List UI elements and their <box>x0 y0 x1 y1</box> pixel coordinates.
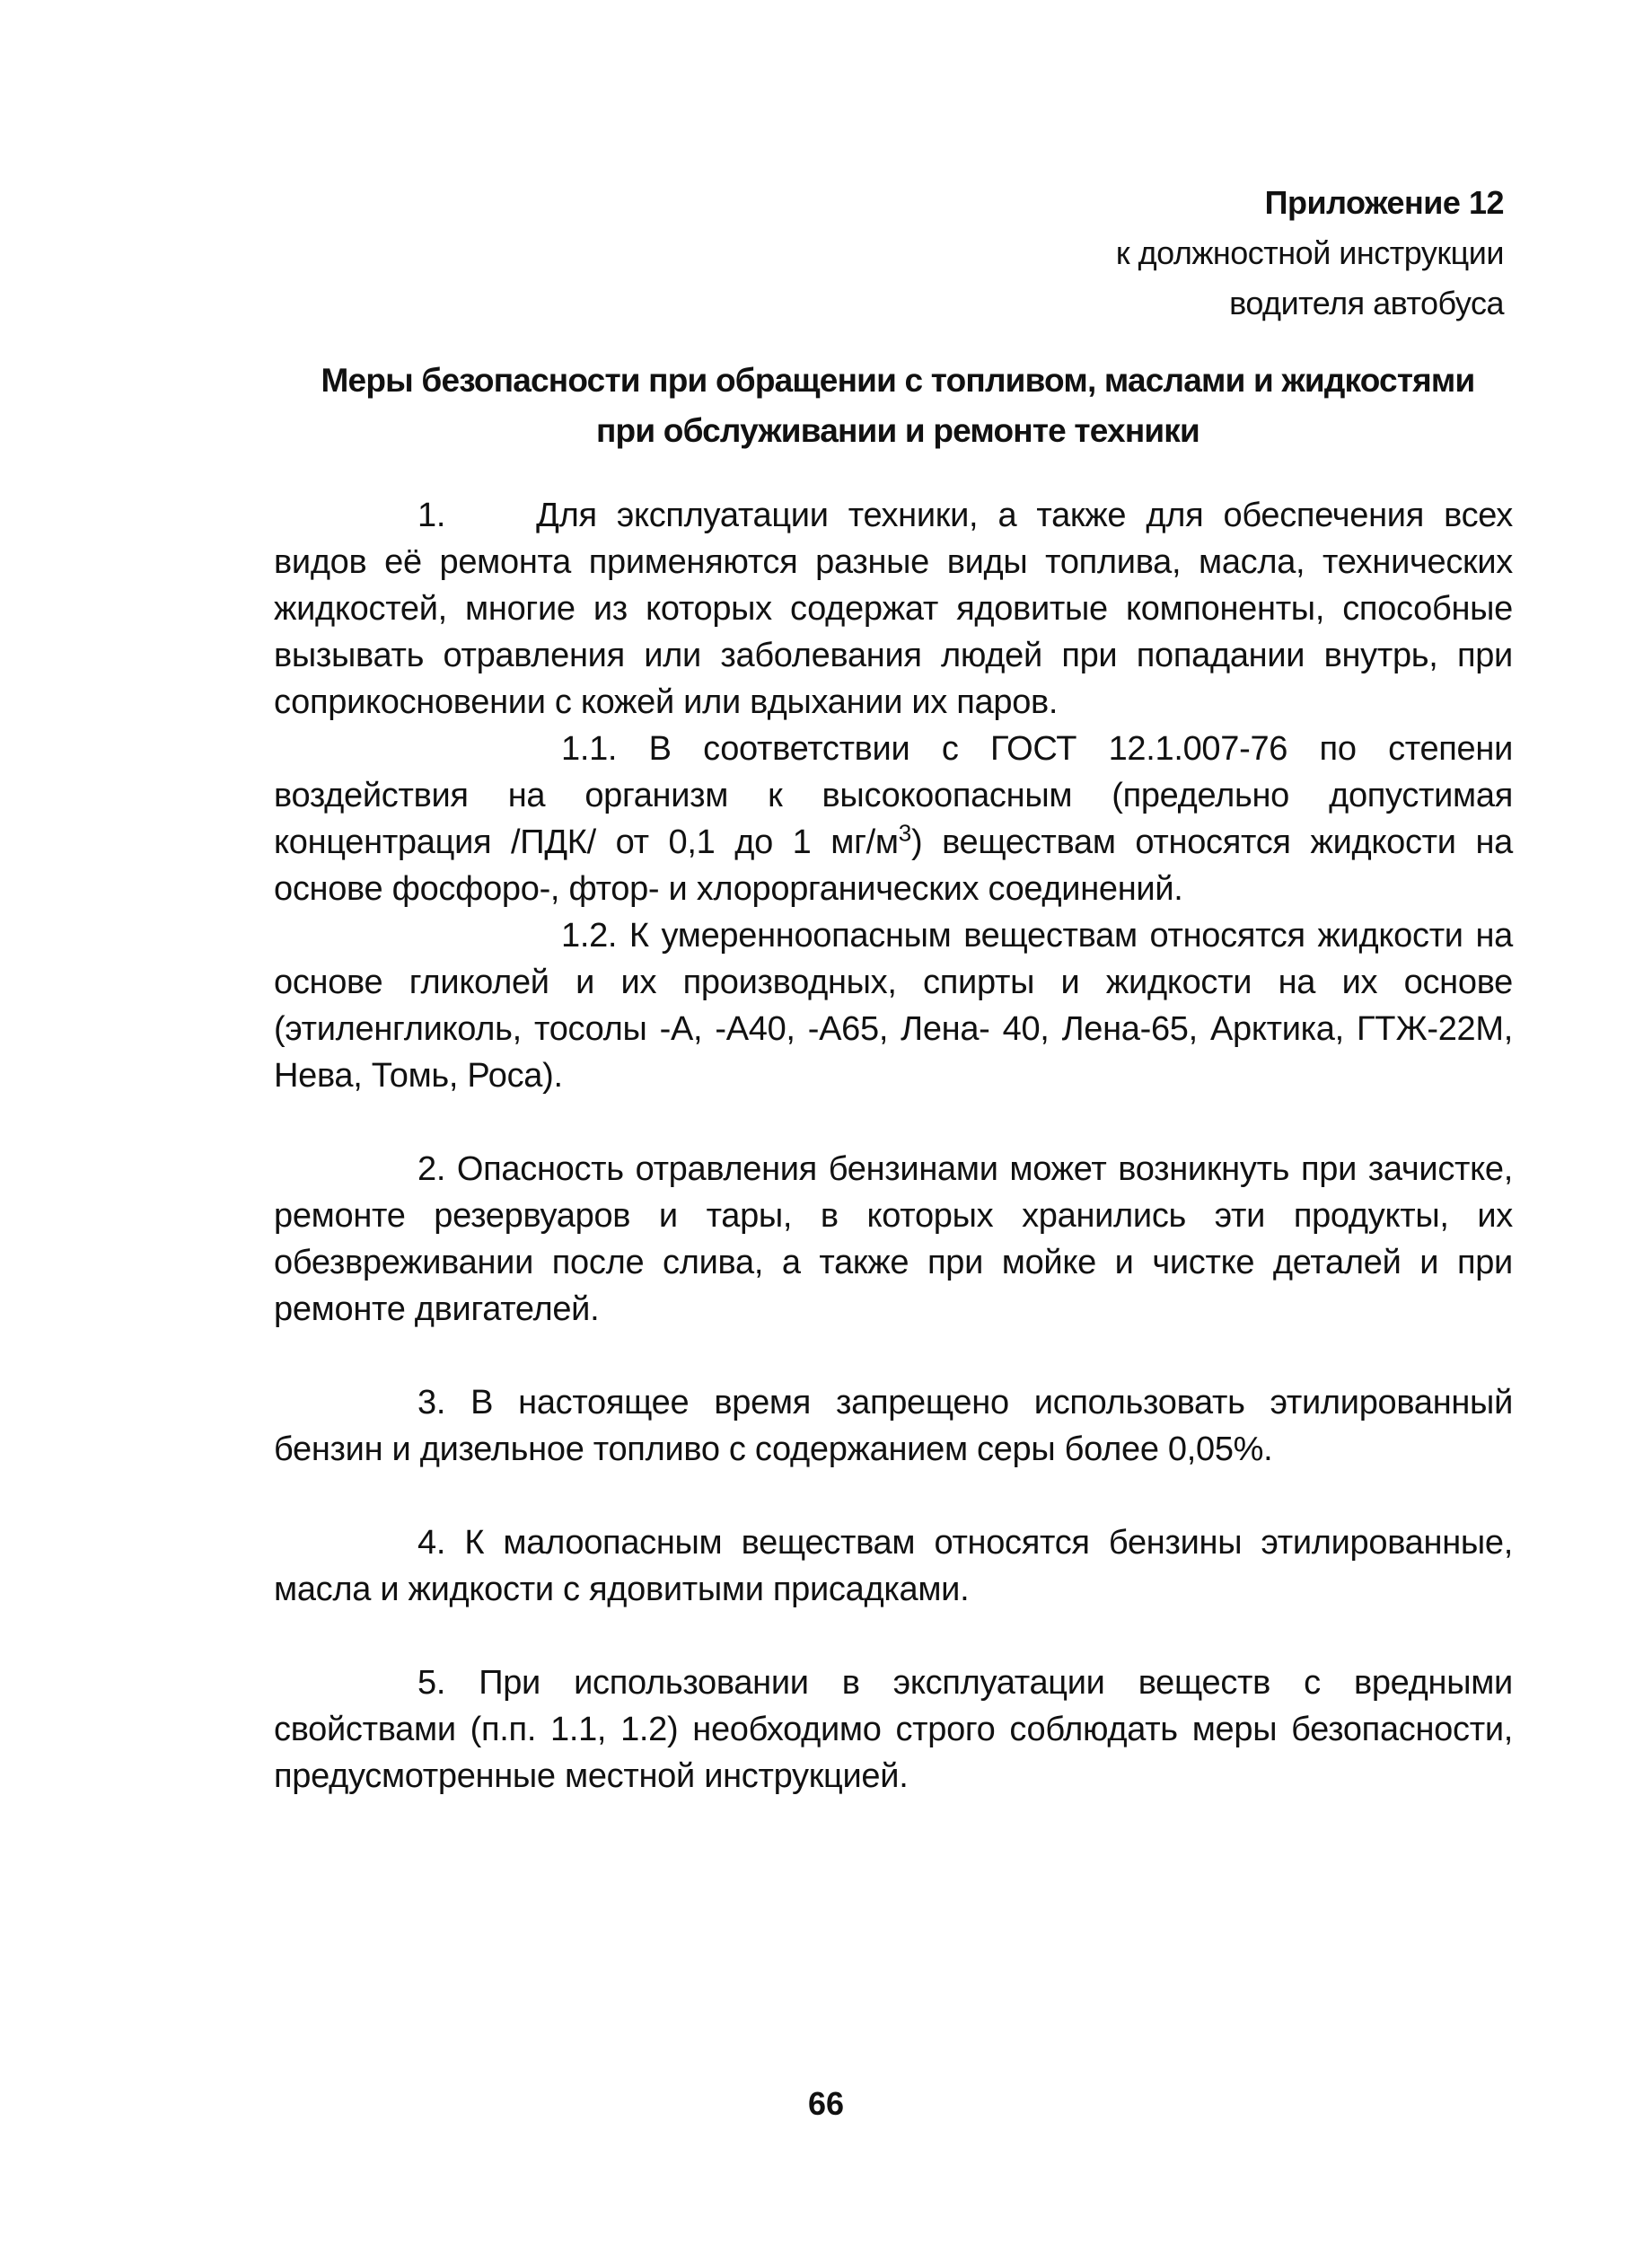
paragraph-4-number: 4. <box>417 1524 446 1562</box>
paragraph-5 <box>274 1659 1513 1800</box>
paragraph-1-number: 1. <box>417 497 446 534</box>
appendix-header <box>1116 178 1504 329</box>
appendix-line-2: к должностной инструкции <box>1115 234 1504 271</box>
paragraph-1-1-text-a: В соответствии с ГОСТ 12.1.007-76 по степени воздействия на организм к высокоопасным (предельно допустимая концентрация /ПДК/ от 0,1 до 1 мг/м <box>274 730 1514 861</box>
paragraph-1-2-text: К умеренноопасным веществам относятся жидкости на основе гликолей и их производных, спирты и жидкости на их основе (этиленгликоль, тосолы -А, -А40, -А65, Лена- 40, Лена-65, Арктика, ГТЖ-22М, Нева, Томь, Роса). <box>274 917 1513 1095</box>
title-line-2: при обслуживании и ремонте техники <box>596 412 1199 449</box>
paragraph-5-number: 5. <box>417 1664 446 1702</box>
paragraph-2-text: Опасность отравления бензинами может возникнуть при зачистке, ремонте резервуаров и тары, в которых хранились эти продукты, их обезвреживании после слива, а также при мойке и чистке деталей и при ремонте двигателей. <box>274 1150 1513 1328</box>
paragraph-3-number: 3. <box>417 1384 446 1421</box>
spacer <box>274 1099 1513 1146</box>
paragraph-1-1 <box>274 726 1513 912</box>
document-title <box>269 356 1526 456</box>
paragraph-1-2 <box>274 912 1513 1099</box>
paragraph-3-text: В настоящее время запрещено использовать этилированный бензин и дизельное топливо с содержанием серы более 0,05%. <box>274 1384 1513 1468</box>
paragraph-2 <box>274 1146 1513 1333</box>
spacer <box>274 1333 1513 1379</box>
appendix-line-3: водителя автобуса <box>1229 285 1504 321</box>
paragraph-1-text: Для эксплуатации техники, а также для обеспечения всех видов её ремонта применяются разные виды топлива, масла, технических жидкостей, многие из которых содержат ядовитые компоненты, способные вызывать отравления или заболевания людей при попадании внутрь, при соприкосновении с кожей или вдыхании их паров. <box>274 497 1513 721</box>
paragraph-2-number: 2. <box>417 1150 446 1188</box>
spacer <box>274 1613 1513 1659</box>
paragraph-4 <box>274 1519 1513 1613</box>
paragraph-3 <box>274 1379 1513 1473</box>
page-number: 66 <box>807 2085 845 2122</box>
appendix-number: Приложение 12 <box>1264 184 1504 221</box>
paragraph-1-1-number: 1.1. <box>561 730 618 768</box>
document-body <box>274 492 1513 1800</box>
paragraph-4-text: К малоопасным веществам относятся бензины этилированные, масла и жидкости с ядовитыми присадками. <box>274 1524 1513 1608</box>
paragraph-5-text: При использовании в эксплуатации веществ с вредными свойствами (п.п. 1.1, 1.2) необходимо строго соблюдать меры безопасности, предусмотренные местной инструкцией. <box>274 1664 1513 1795</box>
title-line-1: Меры безопасности при обращении с топливом, маслами и жидкостями <box>321 362 1475 399</box>
paragraph-1-1-superscript: 3 <box>898 819 911 847</box>
spacer <box>274 1473 1513 1519</box>
paragraph-1-1-text-b: ) веществам относятся жидкости на основе фосфоро-, фтор- и хлорорганических соединений. <box>274 823 1513 908</box>
paragraph-1 <box>274 492 1513 726</box>
paragraph-1-2-number: 1.2. <box>561 917 618 955</box>
